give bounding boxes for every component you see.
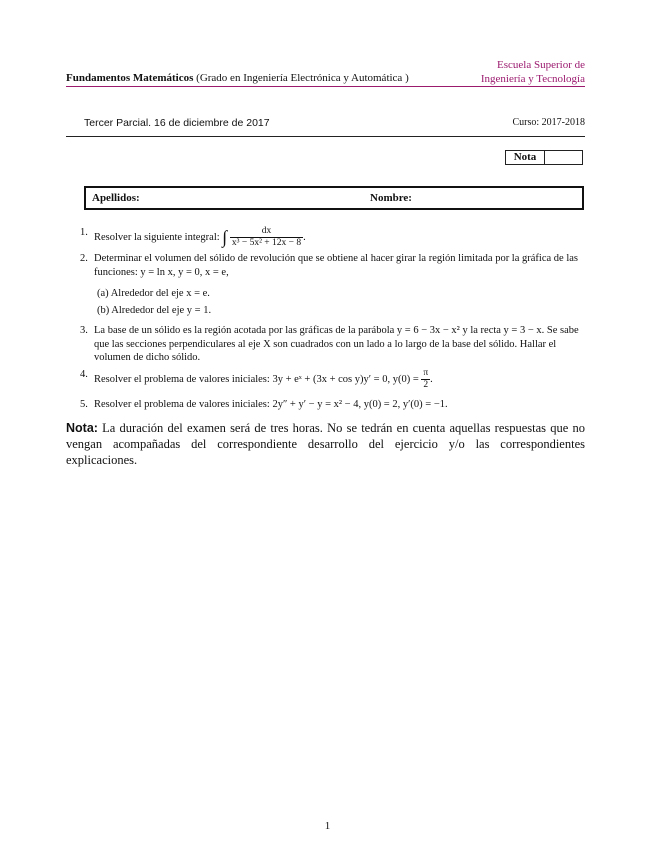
grade-box bbox=[505, 150, 583, 165]
exercise-text: Resolver la siguiente integral: bbox=[94, 231, 220, 243]
page-number: 1 bbox=[324, 820, 331, 832]
integral-fraction: $\frac{dx}{\text{x³ − 5x² + 12x − 8}}$ bbox=[231, 226, 302, 248]
exercise-number: 2. bbox=[80, 253, 88, 264]
exercise-number: 3. bbox=[80, 325, 88, 336]
exercise-number: 4. bbox=[80, 369, 88, 380]
apellidos-label: Apellidos: bbox=[92, 192, 140, 204]
course-title: Fundamentos Matemáticos (Grado en Ingeniería Electrónica y Automática ) bbox=[66, 72, 409, 84]
exercise-number: 1. bbox=[80, 227, 88, 238]
nombre-label: Nombre: bbox=[370, 192, 412, 204]
exercise-3 bbox=[80, 324, 585, 365]
school-name: Escuela Superior de Ingeniería y Tecnología bbox=[480, 59, 585, 85]
exercise-2a: (a) Alrededor del eje x = e. bbox=[97, 288, 210, 299]
exercise-text: Determinar el volumen del sólido de revolución que se obtiene al hacer girar la región limitada por la gráfica de las funciones: y = ln x, y = 0, x = e, bbox=[94, 253, 578, 278]
exam-curso: Curso: 2017-2018 bbox=[512, 117, 585, 128]
exercise-1: 1. Resolver la siguiente integral: ∫ $\frac{dx}{\text{x³ − 5x² + 12x − 8}}$ . bbox=[80, 226, 306, 248]
exercise-2 bbox=[80, 252, 585, 279]
grade-label: Nota bbox=[506, 151, 545, 164]
header-rule bbox=[66, 86, 585, 87]
exercise-text: La base de un sólido es la región acotada por las gráficas de la parábola y = 6 − 3x − x² y la recta y = 3 − x. Se sabe que las secciones perpendiculares al eje X son cuadrados con un lado a lo largo de la base del sólido. Hallar el volumen de dicho sólido. bbox=[94, 325, 579, 363]
initial-value-fraction: $\frac{\pi}{2}$ bbox=[423, 368, 429, 390]
exam-note bbox=[66, 420, 585, 468]
exercise-text: Resolver el problema de valores iniciales: 3y + eˣ + (3x + cos y)y′ = 0, y(0) = bbox=[94, 373, 419, 385]
note-label: Nota: bbox=[66, 421, 98, 435]
note-text: La duración del examen será de tres horas. No se tedrán en cuenta aquellas respuestas que no vengan acompañadas del correspondiente desarrollo del ejercicio y/o las correspondientes explicaciones. bbox=[66, 421, 585, 467]
exercise-text: Resolver el problema de valores iniciales: 2y″ + y′ − y = x² − 4, y(0) = 2, y′(0) = −1. bbox=[94, 399, 448, 410]
exercise-2b: (b) Alrededor del eje y = 1. bbox=[97, 305, 212, 316]
exercise-5 bbox=[80, 398, 585, 412]
divider bbox=[66, 136, 585, 137]
exercise-number: 5. bbox=[80, 399, 88, 410]
exam-partial: Tercer Parcial. 16 de diciembre de 2017 bbox=[84, 117, 270, 129]
exercise-4: 4. Resolver el problema de valores iniciales: 3y + eˣ + (3x + cos y)y′ = 0, y(0) = $\frac{\pi}{2}$ . bbox=[80, 368, 433, 390]
student-name-box bbox=[84, 186, 584, 210]
